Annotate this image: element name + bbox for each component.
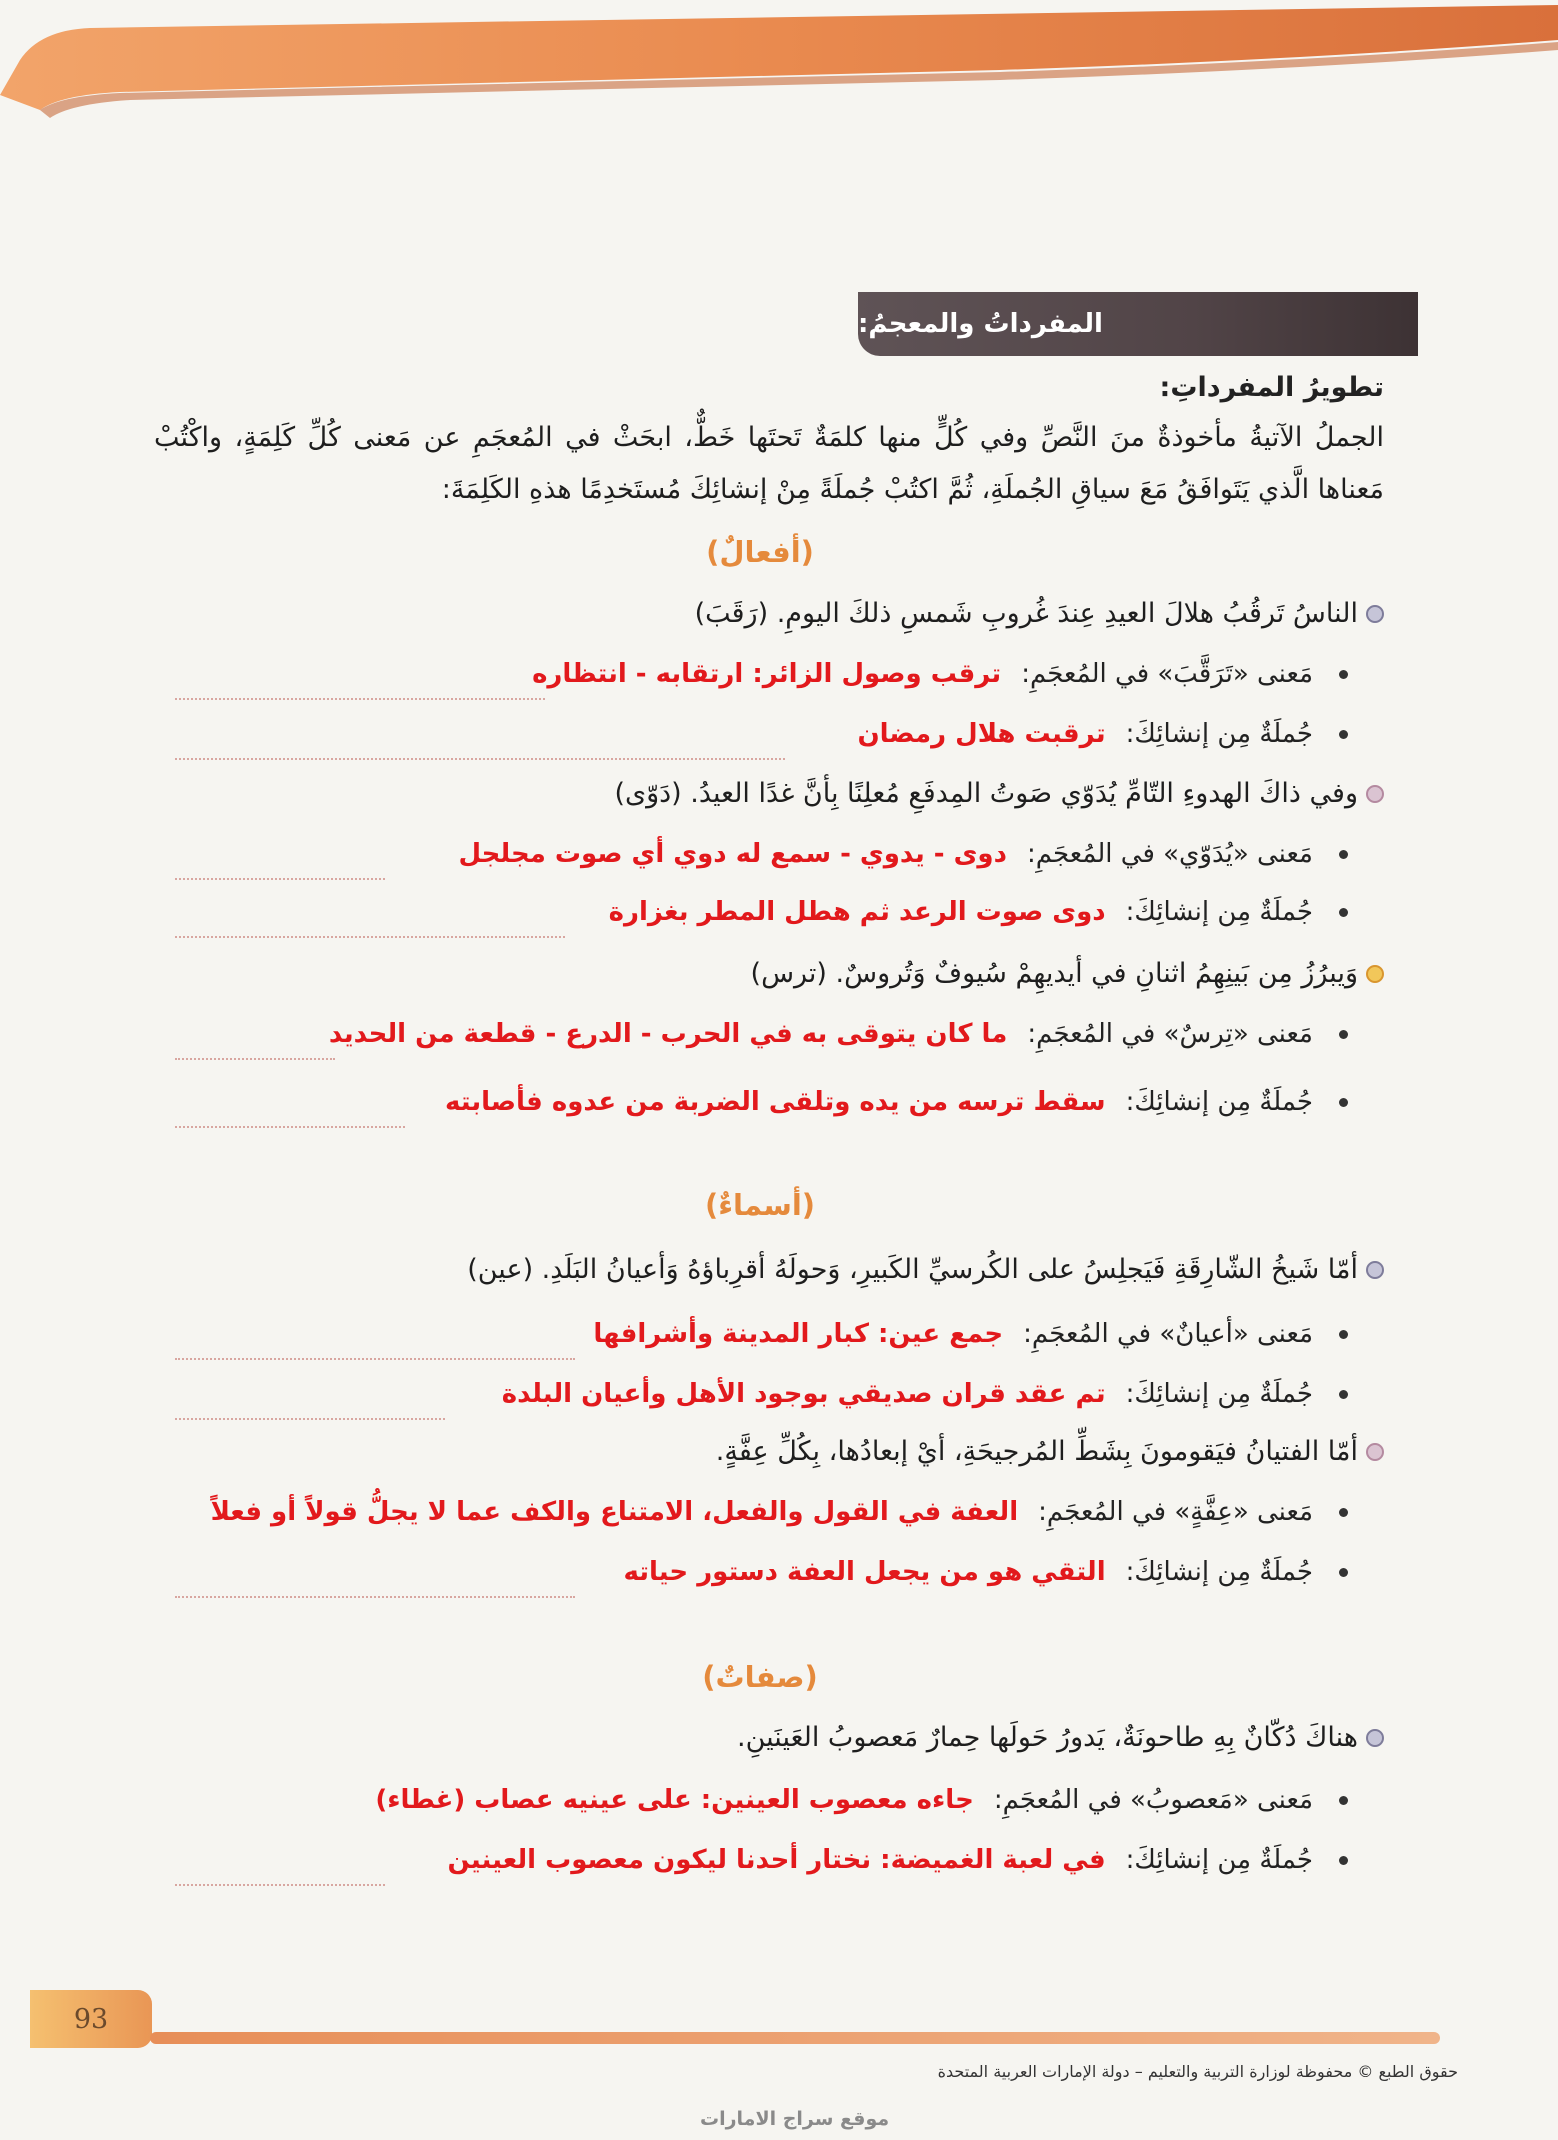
subheading: تطويرُ المفرداتِ: (1159, 372, 1384, 403)
dotted-line (175, 1126, 405, 1128)
sentence-row (502, 1372, 1348, 1416)
circle-bullet-icon (1366, 965, 1384, 983)
dotted-line (175, 1884, 385, 1886)
example-sentence (467, 1248, 1384, 1292)
footer-bar (150, 2032, 1440, 2044)
category-nouns-title: (أسماءٌ) (704, 1188, 816, 1222)
circle-bullet-icon (1366, 605, 1384, 623)
page-number: 93 (73, 2003, 109, 2035)
dotted-line (175, 1596, 575, 1598)
circle-bullet-icon (1366, 1443, 1384, 1461)
sentence-answer: ترقبت هلال رمضان (857, 719, 1106, 749)
meaning-row (593, 1312, 1348, 1356)
dotted-line (175, 878, 385, 880)
sentence-label: جُملَةٌ مِن إنشائِكَ: (1125, 1379, 1313, 1409)
meaning-answer: جمع عين: كبار المدينة وأشرافها (593, 1319, 1004, 1349)
bullet-icon (1339, 1796, 1348, 1805)
sentence-row (609, 890, 1348, 934)
category-verbs-title: (أفعالٌ) (706, 535, 814, 569)
dotted-line (175, 1358, 575, 1360)
sentence-row (447, 1838, 1348, 1882)
bullet-icon (1339, 1856, 1348, 1865)
sentence-text: أمّا شَيخُ الشّارِقَةِ فَيَجلِسُ على الكُرسيِّ الكَبيرِ، وَحولَهُ أقرِباؤهُ وَأعيانُ البَلَدِ. (عين) (467, 1254, 1358, 1285)
top-decorative-band (0, 0, 1558, 140)
sentence-answer: تم عقد قران صديقي بوجود الأهل وأعيان البلدة (501, 1379, 1106, 1409)
sentence-label: جُملَةٌ مِن إنشائِكَ: (1125, 1845, 1313, 1875)
page-number-box (30, 1990, 152, 2048)
meaning-row (211, 1490, 1348, 1534)
dotted-line (175, 936, 565, 938)
sentence-label: جُملَةٌ مِن إنشائِكَ: (1125, 1087, 1313, 1117)
bullet-icon (1339, 670, 1348, 679)
example-sentence (737, 1716, 1384, 1760)
sentence-label: جُملَةٌ مِن إنشائِكَ: (1125, 1557, 1313, 1587)
meaning-row (532, 652, 1348, 696)
sentence-answer: في لعبة الغميضة: نختار أحدنا ليكون معصوب العينين (447, 1845, 1106, 1875)
meaning-label: مَعنى «عِفَّةٍ» في المُعجَمِ: (1038, 1497, 1313, 1527)
section-title: المفرداتُ والمعجمُ: (858, 309, 1103, 339)
bullet-icon (1339, 1030, 1348, 1039)
sentence-answer: التقي هو من يجعل العفة دستور حياته (623, 1557, 1106, 1587)
meaning-label: مَعنى «تَرَقَّبَ» في المُعجَمِ: (1021, 659, 1313, 689)
instructions-paragraph: الجملُ الآتيةُ مأخوذةٌ منَ النَّصِّ وفي كُلٍّ منها كلمَةٌ تَحتَها خَطٌّ، ابحَثْ في المُعجَمِ عن مَعنى كُلِّ كَلِمَةٍ، واكْتُبْ مَعناها الَّذي يَتَوافَقُ مَعَ سياقِ الجُملَةِ، ثُمَّ اكتُبْ جُملَةً مِنْ إنشائِكَ مُستَخدِمًا هذهِ الكَلِمَةَ: (154, 422, 1384, 505)
site-name: موقع سراج الامارات (700, 2108, 890, 2130)
category-adjectives-title: (صفاتٌ) (702, 1660, 818, 1694)
meaning-label: مَعنى «تِرسٌ» في المُعجَمِ: (1027, 1019, 1313, 1049)
sentence-text: الناسُ تَرقُبُ هلالَ العيدِ عِندَ غُروبِ شَمسِ ذلكَ اليومِ. (رَقَبَ) (694, 598, 1358, 629)
section-tab (858, 292, 1418, 356)
bullet-icon (1339, 1390, 1348, 1399)
sentence-row (624, 1550, 1348, 1594)
example-sentence (614, 772, 1384, 816)
meaning-answer: ترقب وصول الزائر: ارتقابه - انتظاره (532, 659, 1002, 689)
sentence-label: جُملَةٌ مِن إنشائِكَ: (1125, 897, 1313, 927)
sentence-label: جُملَةٌ مِن إنشائِكَ: (1125, 719, 1313, 749)
example-sentence (751, 952, 1384, 996)
sentence-row (857, 712, 1348, 756)
meaning-row (458, 832, 1348, 876)
meaning-answer: ما كان يتوقى به في الحرب - الدرع - قطعة من الحديد (328, 1019, 1008, 1049)
circle-bullet-icon (1366, 1261, 1384, 1279)
meaning-label: مَعنى «أعيانٌ» في المُعجَمِ: (1023, 1319, 1313, 1349)
sentence-text: أمّا الفتيانُ فيَقومونَ بِشَطِّ المُرجيحَةِ، أيْ إبعادُها، بِكُلِّ عِفَّةٍ. (715, 1436, 1358, 1467)
dotted-line (175, 698, 545, 700)
meaning-answer: العفة في القول والفعل، الامتناع والكف عما لا يجلُّ قولاً أو فعلاً (210, 1497, 1019, 1527)
bullet-icon (1339, 850, 1348, 859)
copyright-text: حقوق الطبع © محفوظة لوزارة التربية والتعليم – دولة الإمارات العربية المتحدة (937, 2062, 1458, 2081)
sentence-text: هناكَ دُكّانٌ بِهِ طاحونَةٌ، يَدورُ حَولَها حِمارٌ مَعصوبُ العَينَينِ. (737, 1722, 1358, 1753)
dotted-line (175, 1058, 335, 1060)
dotted-line (175, 758, 785, 760)
meaning-answer: جاءه معصوب العينين: على عينيه عصاب (غطاء) (375, 1785, 974, 1815)
meaning-row (375, 1778, 1348, 1822)
meaning-row (329, 1012, 1348, 1056)
bullet-icon (1339, 1508, 1348, 1517)
bullet-icon (1339, 1568, 1348, 1577)
circle-bullet-icon (1366, 785, 1384, 803)
sentence-answer: دوى صوت الرعد ثم هطل المطر بغزارة (608, 897, 1106, 927)
meaning-answer: دوى - يدوي - سمع له دوي أي صوت مجلجل (458, 839, 1007, 869)
circle-bullet-icon (1366, 1729, 1384, 1747)
sentence-answer: سقط ترسه من يده وتلقى الضربة من عدوه فأصابته (445, 1087, 1106, 1117)
dotted-line (175, 1418, 445, 1420)
example-sentence (716, 1430, 1384, 1474)
bullet-icon (1339, 1330, 1348, 1339)
meaning-label: مَعنى «يُدَوّي» في المُعجَمِ: (1026, 839, 1313, 869)
bullet-icon (1339, 908, 1348, 917)
example-sentence (695, 592, 1384, 636)
sentence-row (445, 1080, 1348, 1124)
sentence-text: وَيبرُزُ مِن بَينِهِمُ اثنانِ في أيديهِمْ سُيوفٌ وَتُروسٌ. (ترس) (750, 958, 1358, 989)
meaning-label: مَعنى «مَعصوبُ» في المُعجَمِ: (993, 1785, 1313, 1815)
bullet-icon (1339, 1098, 1348, 1107)
bullet-icon (1339, 730, 1348, 739)
sentence-text: وفي ذاكَ الهدوءِ التّامِّ يُدَوّي صَوتُ المِدفَعِ مُعلِنًا بِأنَّ غدًا العيدُ. (دَوّى) (614, 778, 1358, 809)
